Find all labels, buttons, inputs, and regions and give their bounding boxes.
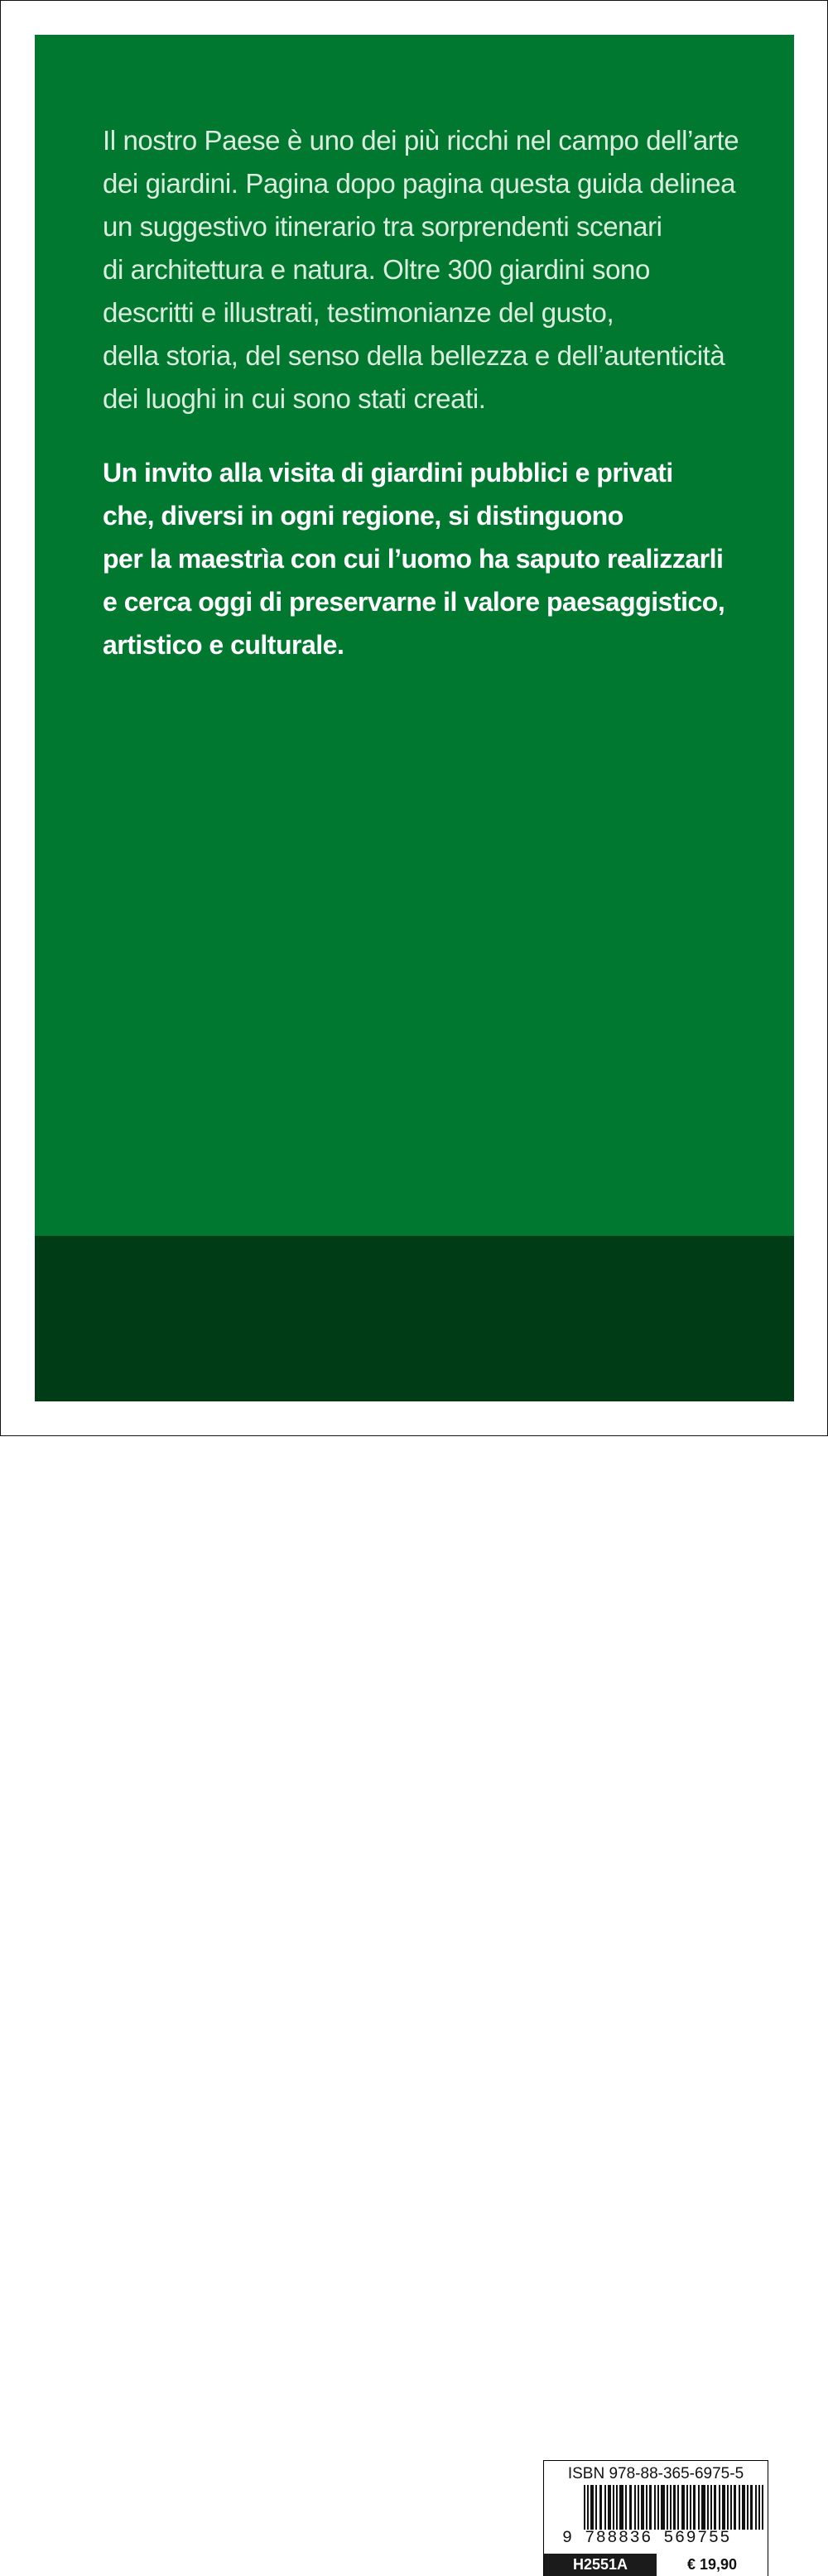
product-code: H2551A (544, 2554, 657, 2576)
intro-paragraph (103, 119, 765, 421)
isbn-text: ISBN 978-88-365-6975-5 (567, 2465, 744, 2482)
price-tag: € 19,90 (657, 2554, 768, 2576)
highlight-paragraph (103, 451, 773, 666)
highlight-line: e cerca oggi di preservarne il valore paesaggistico, (103, 587, 725, 617)
highlight-line: che, diversi in ogni regione, si distinguono (103, 501, 623, 531)
barcode-label (543, 2460, 768, 2576)
back-cover (35, 35, 794, 2573)
barcode-digits: 9 788836 569755 (562, 2529, 732, 2548)
intro-line: di architettura e natura. Oltre 300 giardini sono (103, 254, 650, 285)
highlight-line: Un invito alla visita di giardini pubblici e privati (103, 458, 673, 488)
footer-band (35, 1236, 794, 2573)
intro-line: descritti e illustrati, testimonianze del gusto, (103, 297, 614, 328)
intro-line: della storia, del senso della bellezza e dell’autenticità (103, 340, 725, 371)
barcode-icon (584, 2485, 766, 2530)
highlight-line: artistico e culturale. (103, 630, 344, 660)
intro-line: dei giardini. Pagina dopo pagina questa guida delinea (103, 168, 736, 199)
intro-line: un suggestivo itinerario tra sorprendenti scenari (103, 211, 662, 242)
intro-line: Il nostro Paese è uno dei più ricchi nel campo dell’arte (103, 125, 739, 156)
intro-line: dei luoghi in cui sono stati creati. (103, 383, 486, 414)
highlight-line: per la maestrìa con cui l’uomo ha saputo realizzarli (103, 544, 724, 574)
